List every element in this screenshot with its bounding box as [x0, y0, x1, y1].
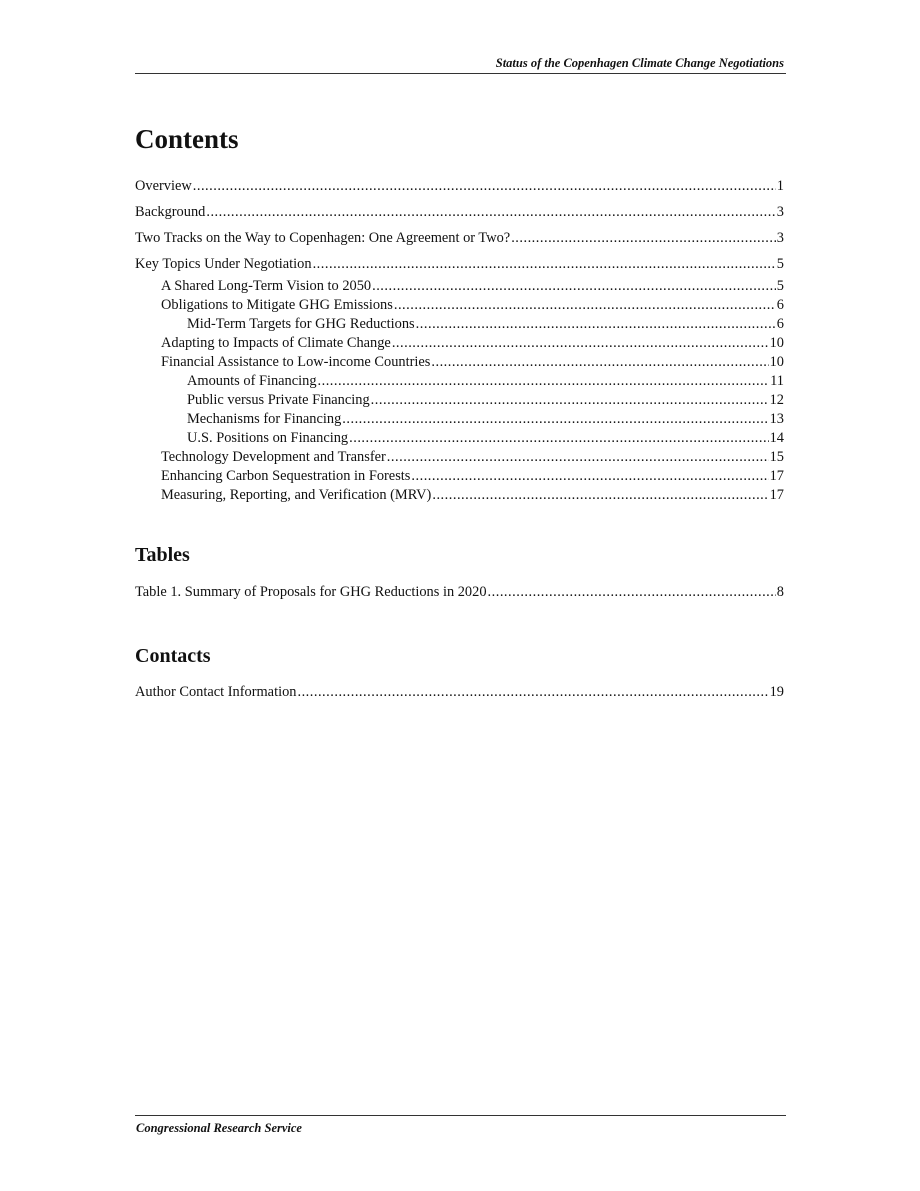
toc-entry-shared-vision[interactable]: [135, 277, 784, 295]
toc-entry-label: Table 1. Summary of Proposals for GHG Reductions in 2020: [135, 584, 487, 600]
toc-entry-page: 14: [769, 430, 784, 446]
toc-entry-page: 3: [776, 204, 784, 220]
toc-entry-label: Mechanisms for Financing: [187, 411, 342, 427]
dot-leader: [372, 277, 776, 295]
dot-leader: [432, 486, 768, 504]
dot-leader: [392, 334, 769, 352]
toc-entry-background[interactable]: [135, 203, 784, 221]
toc-entry-adapting[interactable]: [135, 334, 784, 352]
toc-entry-table-1[interactable]: [135, 583, 784, 601]
dot-leader: [318, 372, 770, 390]
toc-entry-two-tracks[interactable]: [135, 229, 784, 247]
dot-leader: [297, 683, 768, 701]
toc-entry-mechanisms[interactable]: [135, 410, 784, 428]
dot-leader: [411, 467, 768, 485]
toc-entry-page: 8: [776, 584, 784, 600]
dot-leader: [394, 296, 776, 314]
toc-entry-page: 10: [769, 354, 784, 370]
toc-entry-label: Financial Assistance to Low-income Countries: [161, 354, 431, 370]
toc-entry-page: 17: [769, 487, 784, 503]
toc-entry-author-contact[interactable]: [135, 683, 784, 701]
toc-entry-label: Measuring, Reporting, and Verification (MRV): [161, 487, 432, 503]
dot-leader: [371, 391, 769, 409]
running-footer: [135, 1115, 786, 1135]
dot-leader: [206, 203, 775, 221]
toc-entry-financial-assistance[interactable]: [135, 353, 784, 371]
toc-entry-key-topics[interactable]: [135, 255, 784, 273]
toc-entry-mid-term-targets[interactable]: [135, 315, 784, 333]
dot-leader: [416, 315, 776, 333]
dot-leader: [488, 583, 776, 601]
toc-entry-label: Two Tracks on the Way to Copenhagen: One Agreement or Two?: [135, 230, 511, 246]
toc-entry-public-vs-private[interactable]: [135, 391, 784, 409]
toc-entry-label: Adapting to Impacts of Climate Change: [161, 335, 391, 351]
toc-entry-page: 17: [769, 468, 784, 484]
dot-leader: [313, 255, 776, 273]
toc-entry-obligations[interactable]: [135, 296, 784, 314]
toc-entry-page: 3: [776, 230, 784, 246]
running-footer-text: Congressional Research Service: [136, 1121, 302, 1135]
toc-entry-label: Author Contact Information: [135, 684, 297, 700]
toc-entry-label: Enhancing Carbon Sequestration in Forests: [161, 468, 411, 484]
toc-entry-page: 6: [776, 316, 784, 332]
toc-entry-technology[interactable]: [135, 448, 784, 466]
toc-entry-page: 1: [776, 178, 784, 194]
toc-entry-label: Public versus Private Financing: [187, 392, 370, 408]
dot-leader: [511, 229, 776, 247]
toc-entry-label: A Shared Long-Term Vision to 2050: [161, 278, 372, 294]
toc-entry-label: Technology Development and Transfer: [161, 449, 386, 465]
toc-entry-us-positions[interactable]: [135, 429, 784, 447]
toc-entry-page: 19: [769, 684, 784, 700]
toc-entry-page: 12: [769, 392, 784, 408]
toc-entry-label: Background: [135, 204, 206, 220]
dot-leader: [387, 448, 769, 466]
dot-leader: [342, 410, 768, 428]
dot-leader: [431, 353, 768, 371]
tables-heading: Tables: [135, 544, 190, 566]
toc-entry-page: 13: [769, 411, 784, 427]
toc-entry-page: 5: [776, 256, 784, 272]
toc-entry-page: 10: [769, 335, 784, 351]
toc-entry-label: U.S. Positions on Financing: [187, 430, 349, 446]
toc-entry-amounts-of-financing[interactable]: [135, 372, 784, 390]
running-header-title: Status of the Copenhagen Climate Change Negotiations: [495, 56, 784, 70]
contents-heading: Contents: [135, 124, 239, 154]
toc-entry-page: 6: [776, 297, 784, 313]
contacts-heading: Contacts: [135, 645, 211, 667]
toc-entry-overview[interactable]: [135, 177, 784, 195]
toc-entry-page: 5: [776, 278, 784, 294]
toc-entry-label: Obligations to Mitigate GHG Emissions: [161, 297, 393, 313]
toc-entry-page: 15: [769, 449, 784, 465]
toc-entry-label: Mid-Term Targets for GHG Reductions: [187, 316, 415, 332]
toc-entry-label: Overview: [135, 178, 192, 194]
toc-entry-mrv[interactable]: [135, 486, 784, 504]
toc-entry-label: Amounts of Financing: [187, 373, 317, 389]
dot-leader: [349, 429, 768, 447]
toc-entry-carbon-sequestration[interactable]: [135, 467, 784, 485]
running-header: [135, 55, 786, 74]
dot-leader: [193, 177, 776, 195]
toc-entry-page: 11: [770, 373, 784, 389]
toc-entry-label: Key Topics Under Negotiation: [135, 256, 312, 272]
